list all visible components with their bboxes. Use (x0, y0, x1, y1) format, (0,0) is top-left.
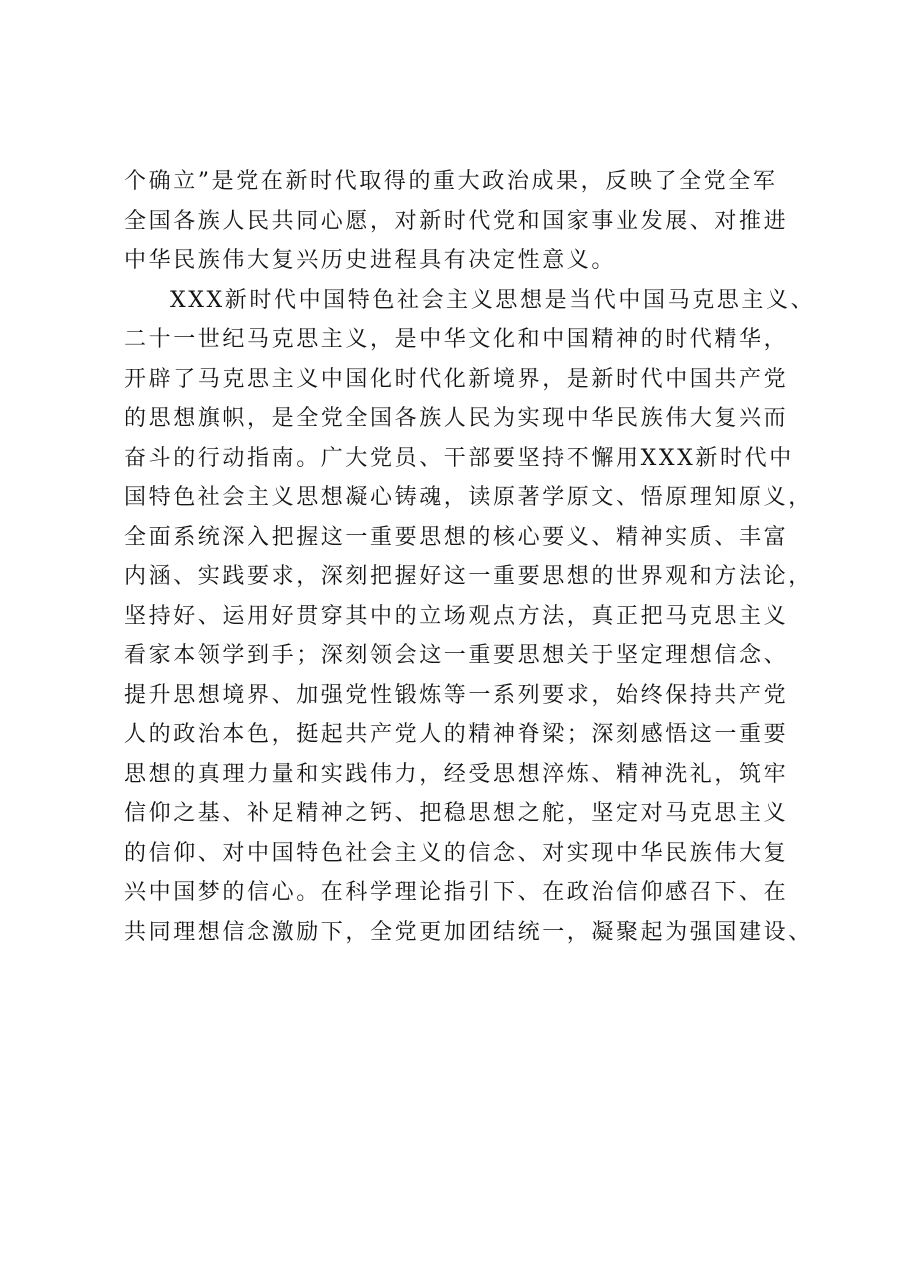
text-line: 提升思想境界、加强党性锻炼等一系列要求，始终保持共产党 (124, 682, 789, 708)
text-line: 人的政治本色，挺起共产党人的精神脊梁；深刻感悟这一重要 (124, 722, 789, 747)
text-line: 共同理想信念激励下，全党更加团结统一，凝聚起为强国建设、 (124, 919, 813, 945)
text-line: 国特色社会主义思想凝心铸魂，读原著学原文、悟原理知原义， (124, 485, 813, 510)
text-line: 开辟了马克思主义中国化时代化新境界，是新时代中国共产党 (124, 366, 789, 392)
text-line: 个确立”是党在新时代取得的重大政治成果，反映了全党全军 (124, 169, 778, 194)
text-line: 奋斗的行动指南。广大党员、干部要坚持不懈用XXX新时代中 (124, 445, 794, 471)
text-line: 二十一世纪马克思主义，是中华文化和中国精神的时代精华， (124, 327, 789, 352)
text-line: 的信仰、对中国特色社会主义的信念、对实现中华民族伟大复 (124, 840, 789, 866)
text-line-first: XXX新时代中国特色社会主义思想是当代中国马克思主义、 (170, 287, 816, 313)
paragraph-2 (124, 281, 824, 953)
text-line: 思想的真理力量和实践伟力，经受思想淬炼、精神洗礼，筑牢 (124, 761, 789, 787)
text-line: 中华民族伟大复兴历史进程具有决定性意义。 (124, 248, 617, 273)
text-line: 全面系统深入把握这一重要思想的核心要义、精神实质、丰富 (124, 524, 789, 550)
text-line: 看家本领学到手；深刻领会这一重要思想关于坚定理想信念、 (124, 643, 789, 668)
text-line: 信仰之基、补足精神之钙、把稳思想之舵，坚定对马克思主义 (124, 801, 789, 826)
text-line: 坚持好、运用好贯穿其中的立场观点方法，真正把马克思主义 (124, 603, 789, 629)
paragraph-1 (124, 162, 824, 281)
text-line: 内涵、实践要求，深刻把握好这一重要思想的世界观和方法论， (124, 564, 813, 589)
document-body (124, 162, 824, 952)
text-line: 全国各族人民共同心愿，对新时代党和国家事业发展、对推进 (124, 208, 789, 234)
text-line: 兴中国梦的信心。在科学理论指引下、在政治信仰感召下、在 (124, 880, 789, 905)
text-line: 的思想旗帜，是全党全国各族人民为实现中华民族伟大复兴而 (124, 406, 789, 431)
